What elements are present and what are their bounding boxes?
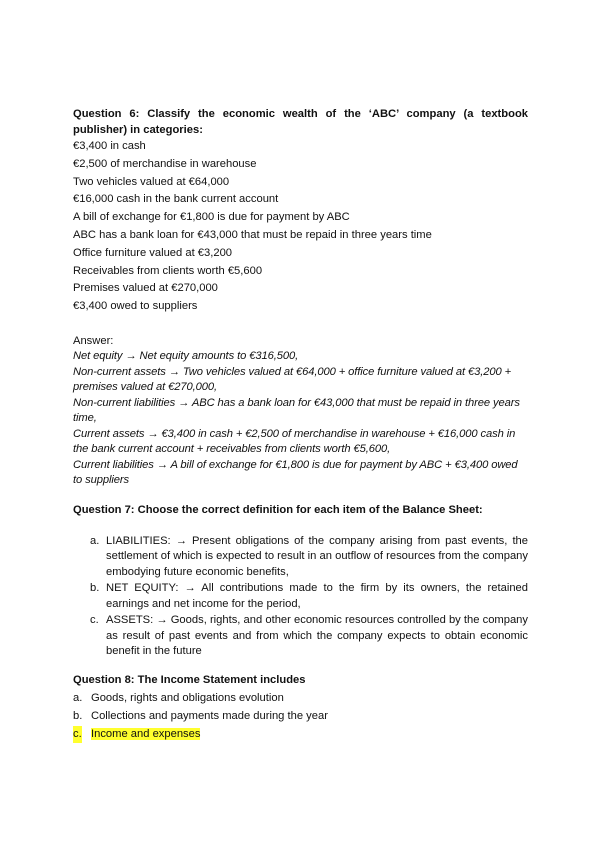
question-6: [73, 106, 528, 488]
list-item: €3,400 in cash: [73, 140, 146, 152]
definition-text: ASSETS: → Goods, rights, and other economic resources controlled by the company as result of past events and from which the company expects to obtain economic benefit in the future: [106, 614, 528, 658]
list-item: Premises valued at €270,000: [73, 282, 218, 295]
answer-current-liabilities: Current liabilities → A bill of exchange for €1,800 is due for payment by ABC + €3,400 owed to suppliers: [73, 458, 518, 486]
answer-current-assets: Current assets → €3,400 in cash + €2,500 of merchandise in warehouse + €16,000 cash in the bank current account + receivables from clients worth €5,600,: [73, 427, 516, 455]
list-item: ABC has a bank loan for €43,000 that must be repaid in three years time: [73, 228, 432, 241]
list-item: €3,400 owed to suppliers: [73, 300, 198, 313]
list-item: Receivables from clients worth €5,600: [73, 264, 263, 277]
definition-list: [73, 534, 528, 660]
definition-item-net-equity: [73, 581, 528, 612]
option-b: [73, 708, 528, 726]
option-a: [73, 690, 528, 708]
list-item: Two vehicles valued at €64,000: [73, 175, 230, 188]
question-7: [73, 502, 528, 660]
option-list: [73, 690, 528, 743]
answer-non-current-liabilities: Non-current liabilities → ABC has a bank loan for €43,000 that must be repaid in three years time,: [73, 396, 520, 424]
definition-text: NET EQUITY: → All contributions made to the firm by its owners, the retained earnings and net income for the period,: [106, 582, 528, 610]
list-marker: a.: [73, 691, 83, 704]
definition-item-assets: [73, 613, 528, 660]
list-item: €2,500 of merchandise in warehouse: [73, 157, 257, 170]
definition-item-liabilities: [73, 534, 528, 581]
answer-non-current-assets: Non-current assets → Two vehicles valued at €64,000 + office furniture valued at €3,200 + premises valued at €270,000,: [73, 365, 512, 393]
option-text: Goods, rights and obligations evolution: [91, 691, 284, 704]
question-8: [73, 672, 528, 743]
option-text-highlighted: Income and expenses: [91, 727, 201, 740]
answer-list: [73, 349, 528, 488]
option-c-selected: [73, 726, 528, 744]
answer-label: Answer:: [73, 334, 114, 347]
question-7-title: Question 7: Choose the correct definition for each item of the Balance Sheet:: [73, 503, 483, 516]
list-marker: b.: [73, 709, 83, 722]
list-marker: c.: [90, 614, 99, 627]
definition-text: LIABILITIES: → Present obligations of the company arising from past events, the settlement of which is expected to result in an outflow of resources from the company embodying future economic benefits,: [106, 534, 528, 578]
list-item: Office furniture valued at €3,200: [73, 246, 233, 259]
option-text: Collections and payments made during the year: [91, 709, 328, 722]
question-6-item-list: [73, 138, 528, 316]
list-marker-highlighted: c.: [73, 726, 82, 744]
answer-net-equity: Net equity → Net equity amounts to €316,500,: [73, 349, 299, 362]
question-8-title: Question 8: The Income Statement includes: [73, 673, 306, 686]
document-content: [73, 106, 528, 743]
list-item: A bill of exchange for €1,800 is due for payment by ABC: [73, 211, 350, 224]
list-marker: b.: [90, 582, 100, 595]
list-item: €16,000 cash in the bank current account: [73, 193, 279, 206]
question-6-title: Question 6: Classify the economic wealth of the ‘ABC’ company (a textbook publisher) in categories:: [73, 108, 528, 136]
list-marker: a.: [90, 534, 100, 547]
